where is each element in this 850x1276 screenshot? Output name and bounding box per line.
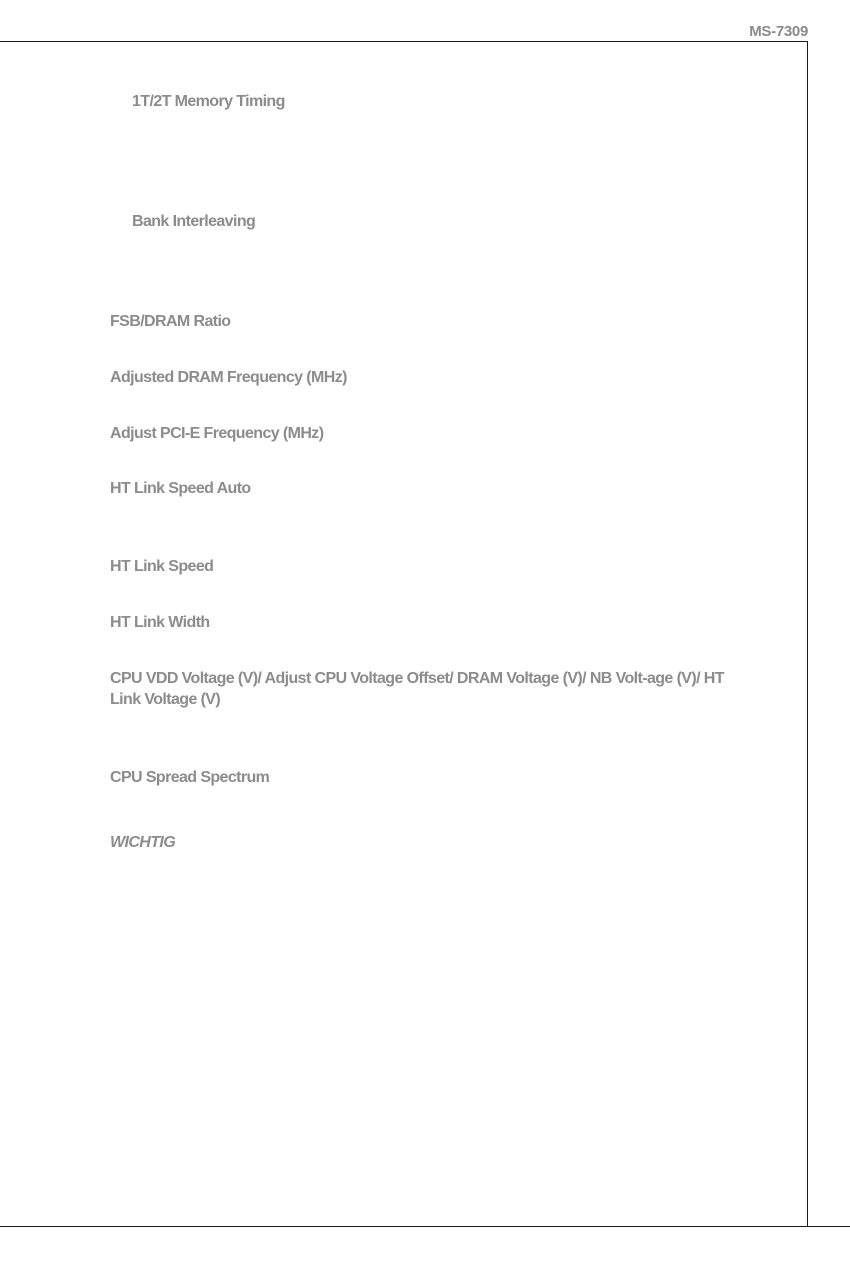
heading-ht-link-speed-auto: HT Link Speed Auto — [110, 480, 251, 497]
model-number: MS-7309 — [749, 23, 808, 40]
heading-voltage-settings: CPU VDD Voltage (V)/ Adjust CPU Voltage Offset/ DRAM Voltage (V)/ NB Volt-age (V)/ HT Link Voltage (V) — [110, 670, 724, 708]
heading-important-note: WICHTIG — [110, 834, 176, 851]
heading-ht-link-speed: HT Link Speed — [110, 558, 214, 575]
heading-ht-link-width: HT Link Width — [110, 614, 210, 631]
heading-bank-interleaving: Bank Interleaving — [132, 213, 256, 230]
heading-adjusted-dram-frequency: Adjusted DRAM Frequency (MHz) — [110, 369, 347, 386]
page-border-right — [807, 41, 808, 1227]
heading-memory-timing: 1T/2T Memory Timing — [132, 93, 285, 110]
heading-adjust-pcie-frequency: Adjust PCI-E Frequency (MHz) — [110, 425, 324, 442]
heading-fsb-dram-ratio: FSB/DRAM Ratio — [110, 313, 231, 330]
heading-cpu-spread-spectrum: CPU Spread Spectrum — [110, 769, 270, 786]
page-border-bottom — [0, 1226, 850, 1227]
page-border-top — [0, 41, 808, 42]
